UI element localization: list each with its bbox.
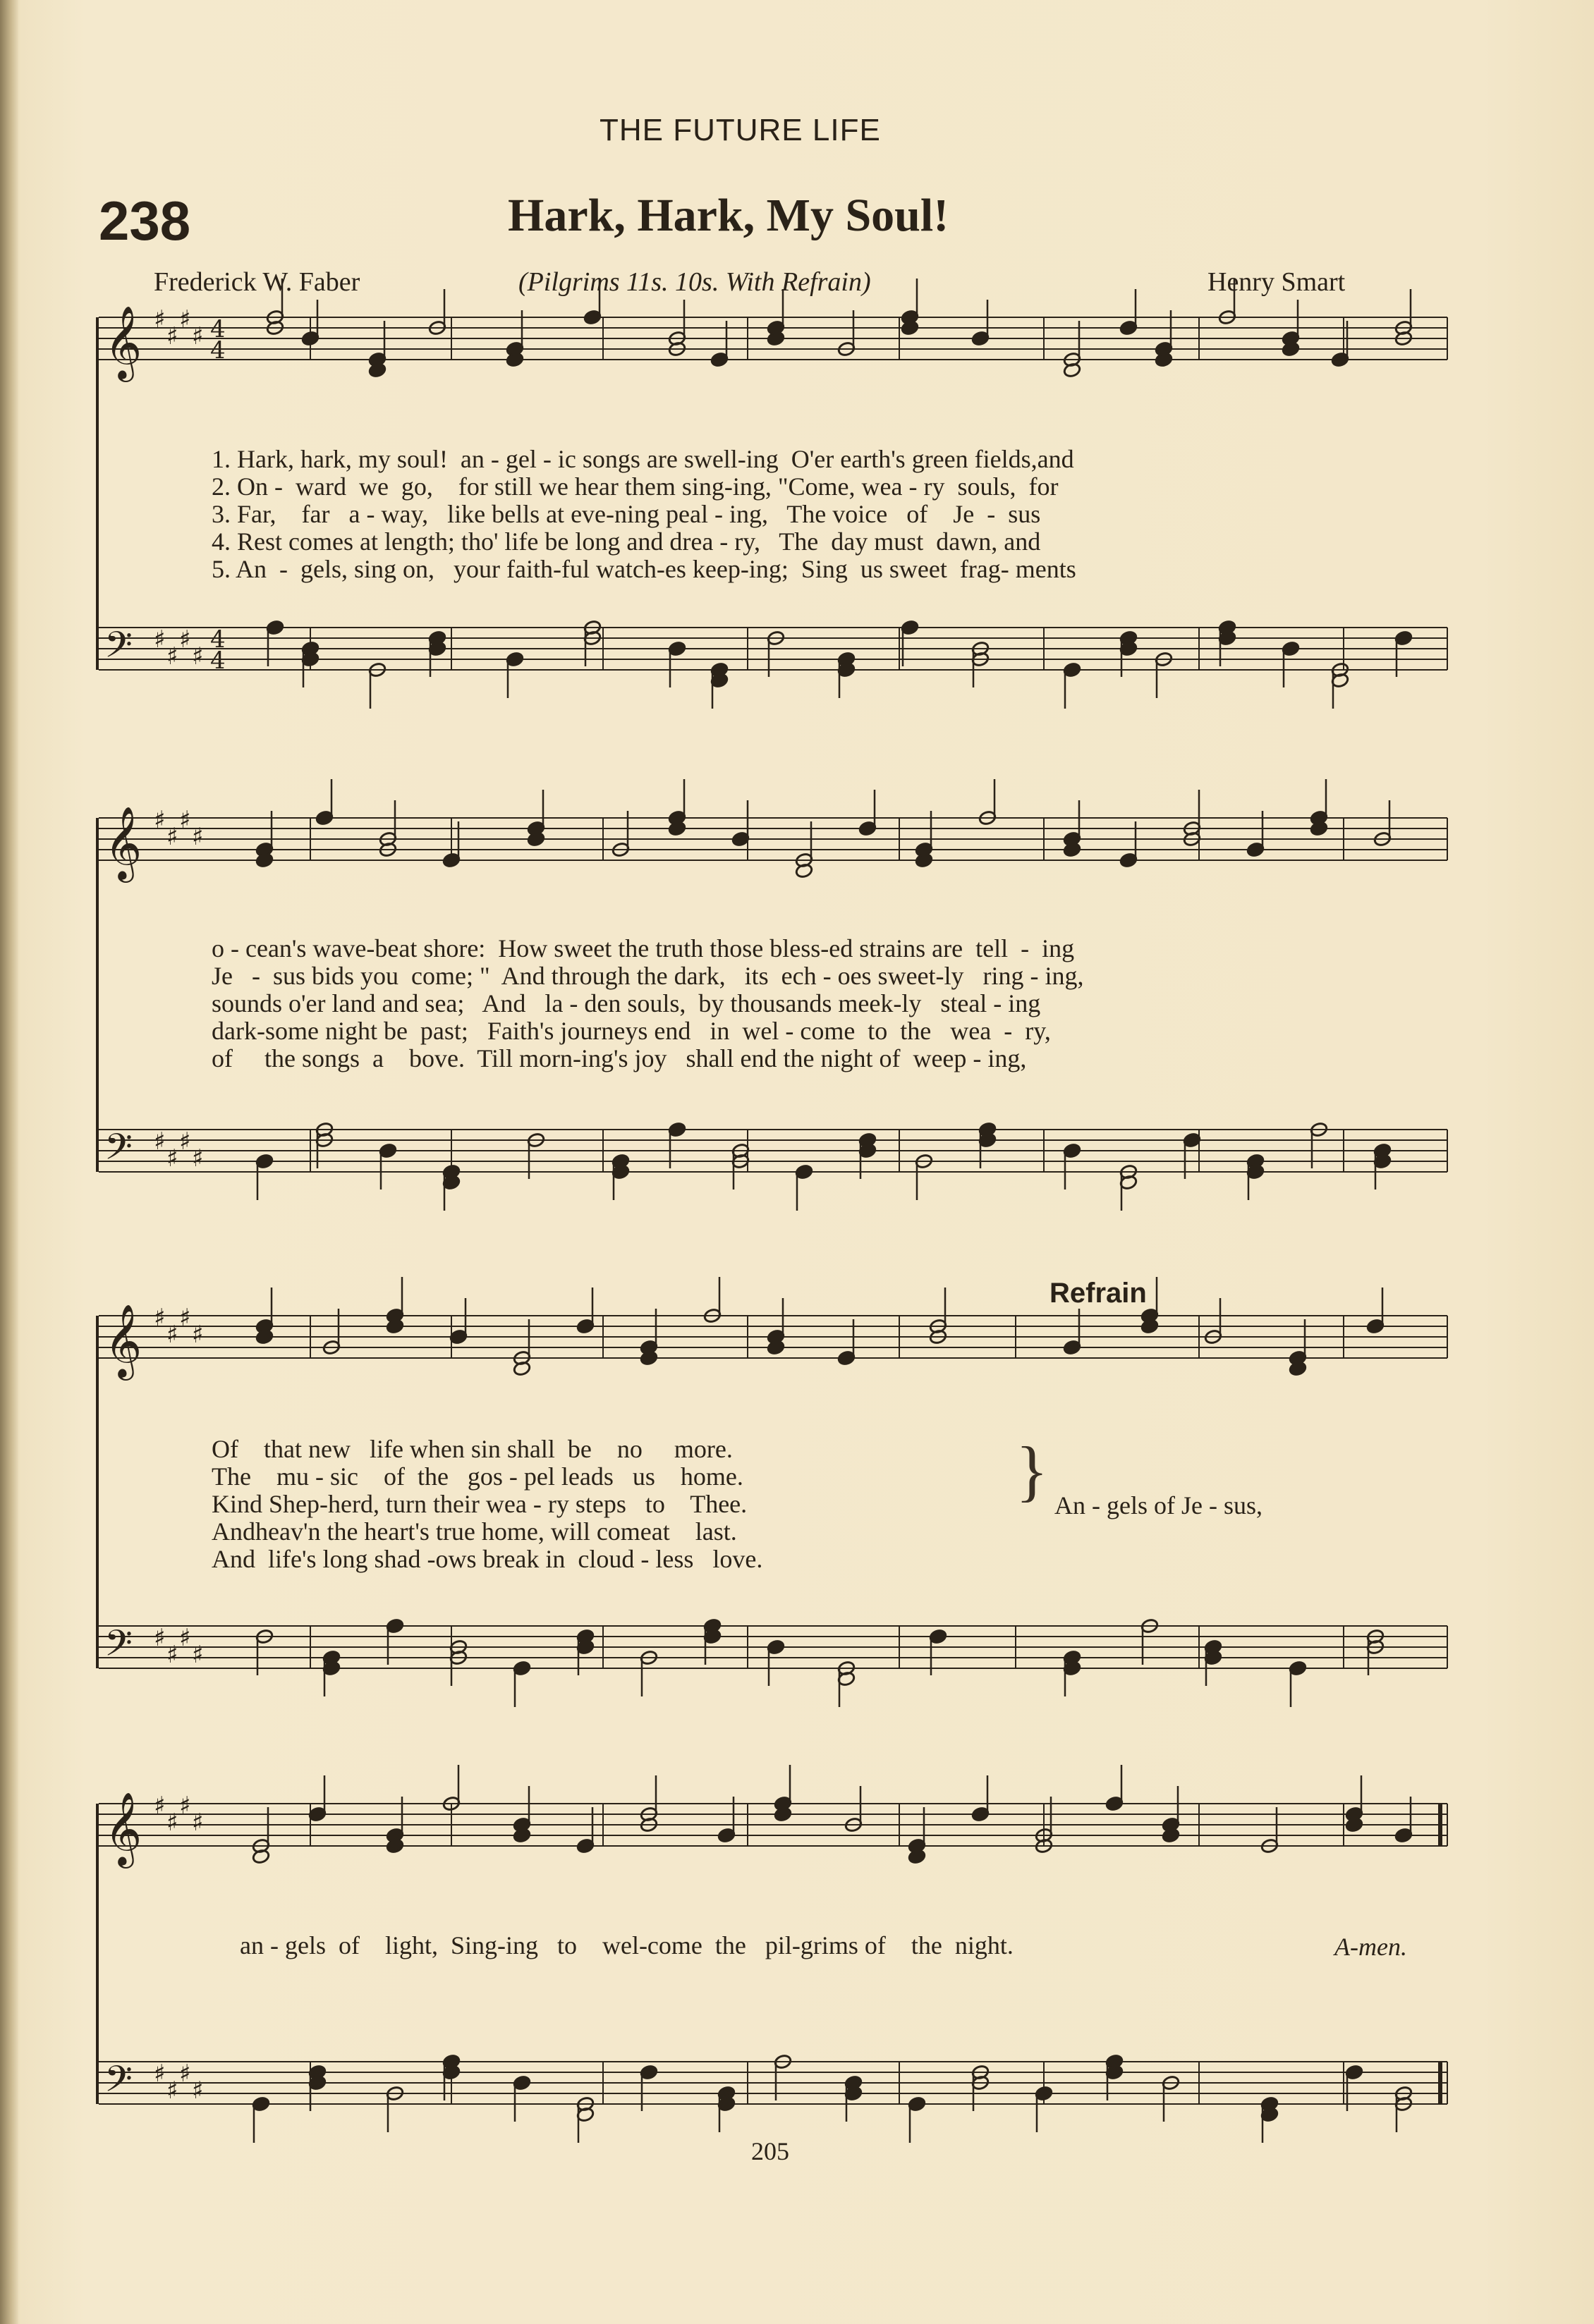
sharp-icon: ♯: [166, 1144, 178, 1173]
sharp-icon: ♯: [154, 2060, 166, 2088]
lyric-line: 1. Hark, hark, my soul! an - gel - ic songs are swell-ing O'er earth's green fields,and: [212, 445, 1074, 473]
sharp-icon: ♯: [192, 1809, 204, 1837]
sharp-icon: ♯: [192, 1144, 204, 1173]
hymn-title: Hark, Hark, My Soul!: [508, 190, 949, 241]
time-signature-bottom: 4: [210, 336, 226, 365]
lyric-line: 4. Rest comes at length; tho' life be long and drea - ry, The day must dawn, and: [212, 527, 1041, 556]
time-signature-top: 4: [210, 625, 226, 654]
sharp-icon: ♯: [179, 305, 191, 334]
sharp-icon: ♯: [166, 642, 178, 671]
lyric-line: 2. On - ward we go, for still we hear them sing-ing, "Come, wea - ry souls, for: [212, 472, 1059, 501]
sharp-icon: ♯: [154, 806, 166, 834]
sharp-icon: ♯: [166, 1321, 178, 1349]
sharp-icon: ♯: [154, 1127, 166, 1156]
sharp-icon: ♯: [166, 1641, 178, 1669]
sharp-icon: ♯: [154, 625, 166, 654]
lyric-line: of the songs a bove. Till morn-ing's joy shall end the night of weep - ing,: [212, 1044, 1027, 1072]
sharp-icon: ♯: [166, 2077, 178, 2105]
bass-clef-icon: 𝄢: [104, 1622, 133, 1673]
sharp-icon: ♯: [192, 823, 204, 851]
treble-clef-icon: 𝄞: [104, 1304, 142, 1378]
treble-clef-icon: 𝄞: [104, 305, 142, 379]
treble-clef-icon: 𝄞: [104, 1792, 142, 1866]
bass-staff: [99, 2062, 1447, 2104]
sharp-icon: ♯: [154, 1792, 166, 1820]
lyrics-system-3: [212, 1436, 762, 1573]
sharp-icon: ♯: [166, 1809, 178, 1837]
bass-clef-icon: 𝄢: [104, 623, 133, 675]
refrain-lyric: An - gels of Je - sus,: [1054, 1491, 1263, 1519]
sharp-icon: ♯: [192, 2077, 204, 2105]
lyric-line: Je - sus bids you come; " And through the dark, its ech - oes sweet-ly ring - ing,: [212, 962, 1084, 990]
sharp-icon: ♯: [154, 305, 166, 334]
lyric-line: Kind Shep-herd, turn their wea - ry steps to Thee.: [212, 1490, 748, 1518]
bass-staff: [99, 1130, 1447, 1172]
hymn-number: 238: [99, 190, 191, 252]
page-number: 205: [751, 2137, 789, 2165]
sharp-icon: ♯: [154, 1304, 166, 1332]
lyric-line: And life's long shad -ows break in cloud - less love.: [212, 1545, 763, 1573]
lyric-line: The mu - sic of the gos - pel leads us home.: [212, 1462, 743, 1491]
lyric-line: o - cean's wave-beat shore: How sweet the truth those bless-ed strains are tell - ing: [212, 934, 1075, 962]
bass-clef-icon: 𝄢: [104, 1125, 133, 1177]
verse-brace: }: [1016, 1433, 1049, 1508]
lyric-line: 5. An - gels, sing on, your faith-ful watch-es keep-ing; Sing us sweet frag- ments: [212, 555, 1076, 583]
sharp-icon: ♯: [179, 1127, 191, 1156]
sharp-icon: ♯: [192, 322, 204, 350]
author-credit: Frederick W. Faber: [154, 267, 360, 297]
sharp-icon: ♯: [192, 642, 204, 671]
lyric-line: 3. Far, far a - way, like bells at eve-ning peal - ing, The voice of Je - sus: [212, 500, 1041, 528]
treble-clef-icon: 𝄞: [104, 806, 142, 880]
sharp-icon: ♯: [179, 2060, 191, 2088]
time-signature-bottom: 4: [210, 647, 226, 675]
treble-staff: [99, 818, 1447, 860]
sharp-icon: ♯: [179, 1624, 191, 1652]
lyrics-system-1: [212, 446, 1076, 583]
lyric-line: dark-some night be past; Faith's journeys end in wel - come to the wea - ry,: [212, 1017, 1051, 1045]
section-heading: THE FUTURE LIFE: [600, 113, 881, 147]
treble-staff: [99, 1804, 1447, 1846]
sharp-icon: ♯: [179, 625, 191, 654]
lyric-line: an - gels of light, Sing-ing to wel-come the pil-grims of the night.: [240, 1931, 1014, 1959]
sharp-icon: ♯: [166, 823, 178, 851]
lyric-line: sounds o'er land and sea; And la - den souls, by thousands meek-ly steal - ing: [212, 989, 1041, 1017]
sharp-icon: ♯: [154, 1624, 166, 1652]
sharp-icon: ♯: [179, 1792, 191, 1820]
composer-credit: Henry Smart: [1207, 267, 1346, 297]
time-signature-top: 4: [210, 315, 226, 343]
sharp-icon: ♯: [192, 1321, 204, 1349]
lyric-line: Andheav'n the heart's true home, will comeat last.: [212, 1517, 737, 1546]
lyric-line: Of that new life when sin shall be no more.: [212, 1435, 733, 1463]
amen-text: A-men.: [1334, 1933, 1407, 1961]
refrain-label: Refrain: [1050, 1278, 1147, 1309]
lyrics-system-2: [212, 935, 1084, 1072]
sharp-icon: ♯: [179, 1304, 191, 1332]
sharp-icon: ♯: [192, 1641, 204, 1669]
lyrics-system-4: [240, 1932, 1014, 1959]
sharp-icon: ♯: [179, 806, 191, 834]
bass-clef-icon: 𝄢: [104, 2057, 133, 2109]
sharp-icon: ♯: [166, 322, 178, 350]
tune-meter: (Pilgrims 11s. 10s. With Refrain): [518, 267, 871, 297]
